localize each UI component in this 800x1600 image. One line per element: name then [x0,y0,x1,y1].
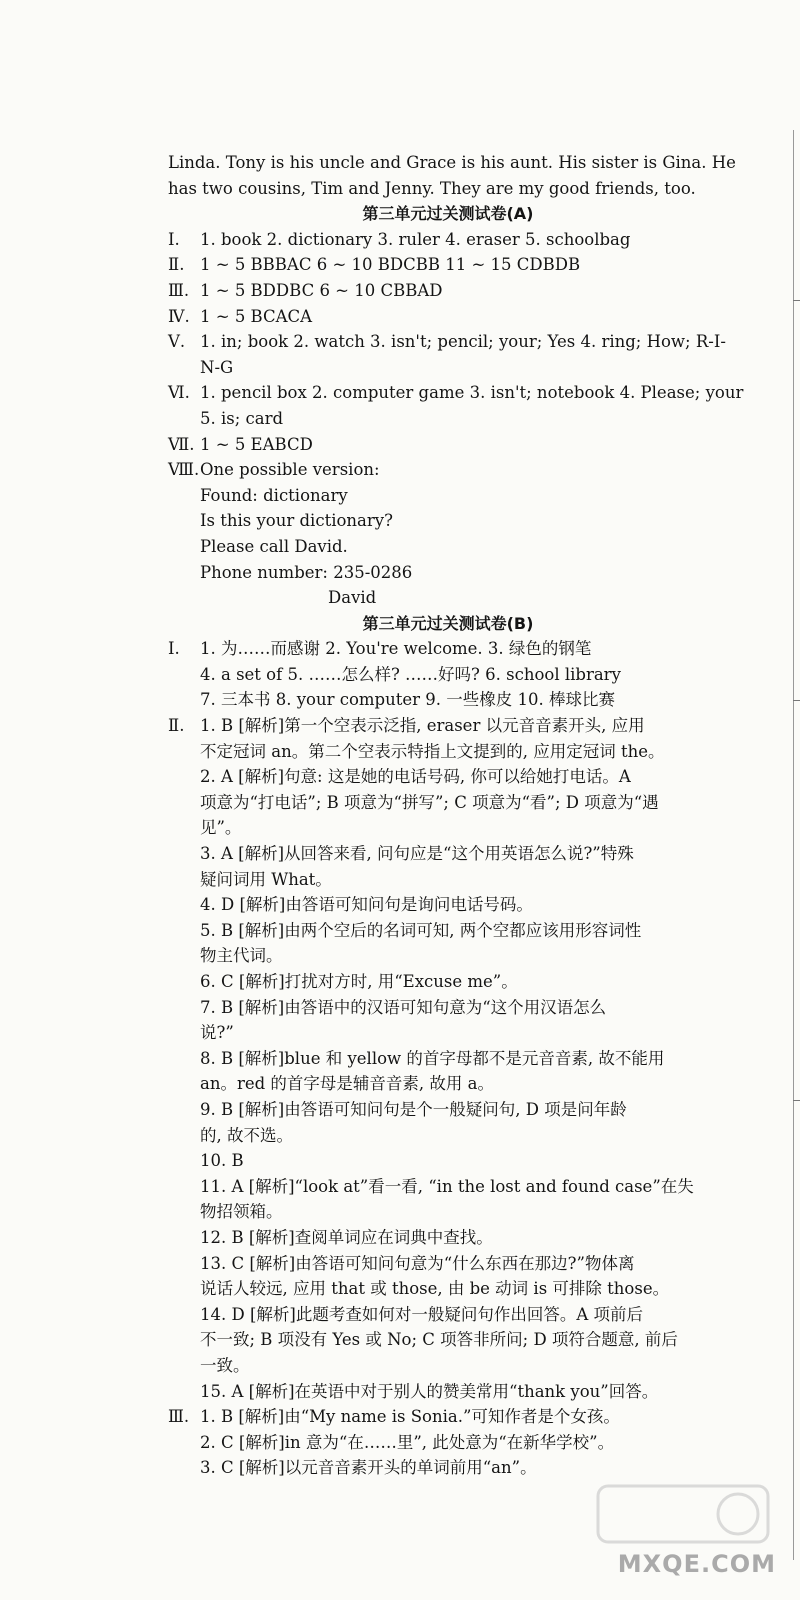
question-section [168,636,728,713]
answer-line: Phone number: 235-0286 [200,562,413,582]
margin-tick [793,700,800,701]
intro-line: Linda. Tony is his uncle and Grace is his aunt. His sister is Gina. He [168,153,736,172]
answer-line: 1. 为……而感谢 2. You're welcome. 3. 绿色的钢笔 [200,639,592,659]
answer-line: 1 ~ 5 BDDBC 6 ~ 10 CBBAD [200,280,443,300]
answer-line: 12. B [解析]查阅单词应在词典中查找。 [200,1227,493,1247]
section-answers [200,278,728,304]
answer-line: 5. is; card [200,408,284,428]
section-number: Ⅱ. [168,716,185,736]
section-number: Ⅳ. [168,306,190,326]
answer-line: 14. D [解析]此题考查如何对一般疑问句作出回答。A 项前后 [200,1304,643,1324]
section-title-b: 第三单元过关测试卷(B) [362,613,534,633]
answer-line: 9. B [解析]由答语可知问句是个一般疑问句, D 项是问年龄 [200,1099,627,1119]
section-number: Ⅲ. [168,280,190,300]
section-number: Ⅶ. [168,434,195,454]
answer-line: 6. C [解析]打扰对方时, 用“Excuse me”。 [200,972,518,991]
answer-line: 物招领箱。 [200,1202,283,1222]
section-answers [200,252,728,278]
section-answers [200,1404,728,1481]
answer-line: 说话人较远, 应用 that 或 those, 由 be 动词 is 可排除 those。 [200,1279,670,1299]
answer-line: 7. 三本书 8. your computer 9. 一些橡皮 10. 棒球比赛 [200,690,615,710]
answer-line: 1 ~ 5 BBBAC 6 ~ 10 BDCBB 11 ~ 15 CDBDB [200,255,581,275]
section-number: Ⅰ. [168,639,180,659]
answer-line: Please call David. [200,536,348,556]
answer-line: One possible version: [200,460,380,480]
answer-line: 2. C [解析]in 意为“在……里”, 此处意为“在新华学校”。 [200,1432,615,1452]
question-section [168,252,728,278]
answer-line: Found: dictionary [200,485,348,505]
question-section [168,713,728,1404]
answer-line: 3. A [解析]从回答来看, 问句应是“这个用英语怎么说?”特殊 [200,844,634,864]
answer-line: 的, 故不选。 [200,1125,293,1145]
intro-line: has two cousins, Tim and Jenny. They are my good friends, too. [168,178,696,198]
section-number: Ⅷ. [168,460,200,480]
right-margin-rule [793,130,794,1560]
question-section [168,380,744,431]
answer-line: 见”。 [200,818,242,838]
section-answers [200,304,728,330]
answer-line: 物主代词。 [200,946,283,966]
question-section [168,457,728,585]
section-answers [200,227,728,253]
section-answers [200,432,728,458]
section-number: Ⅴ. [168,332,186,352]
question-section [168,432,728,458]
answer-line: 4. a set of 5. ……怎么样? ……好吗? 6. school library [200,664,621,684]
answer-line: 8. B [解析]blue 和 yellow 的首字母都不是元音音素, 故不能用 [200,1048,665,1068]
section-number: Ⅵ. [168,383,190,403]
question-section [168,304,728,330]
margin-tick [793,300,800,301]
section-answers [200,380,743,431]
question-section [168,329,728,380]
answer-line: 1. B [解析]第一个空表示泛指, eraser 以元音音素开头, 应用 [200,716,645,736]
answer-line: 1. pencil box 2. computer game 3. isn't; notebook 4. Please; your [200,383,744,403]
answer-line: 疑问词用 What。 [200,869,332,889]
answer-line: 3. C [解析]以元音音素开头的单词前用“an”。 [200,1458,537,1478]
answer-line: 1. in; book 2. watch 3. isn't; pencil; your; Yes 4. ring; How; R-I- [200,332,726,352]
answer-line: 15. A [解析]在英语中对于别人的赞美常用“thank you”回答。 [200,1381,659,1401]
section-answers [200,713,728,1404]
answer-line: 不定冠词 an。第二个空表示特指上文提到的, 应用定冠词 the。 [200,741,665,761]
answer-line: 1. book 2. dictionary 3. ruler 4. eraser 5. schoolbag [200,229,631,249]
question-section [168,278,728,304]
answer-line: 不一致; B 项没有 Yes 或 No; C 项答非所问; D 项符合题意, 前后 [200,1330,678,1350]
answer-line: 11. A [解析]“look at”看一看, “in the lost and found case”在失 [200,1176,694,1196]
answer-line: 1 ~ 5 EABCD [200,434,313,454]
answer-line: 一致。 [200,1355,250,1375]
answer-line: N-G [200,357,234,377]
section-number: Ⅰ. [168,229,180,249]
answer-line: 10. B [200,1151,244,1171]
section-answers [200,636,728,713]
section-title-a: 第三单元过关测试卷(A) [362,204,534,224]
answer-line: 说?” [200,1023,234,1043]
section-number: Ⅱ. [168,255,185,275]
answer-line: 1 ~ 5 BCACA [200,306,313,326]
question-section [168,227,728,253]
signature: David [328,588,377,608]
watermark-text: MXQE.COM [617,1550,776,1578]
answer-line: 7. B [解析]由答语中的汉语可知句意为“这个用汉语怎么 [200,997,607,1017]
answer-line: 4. D [解析]由答语可知问句是询问电话号码。 [200,895,533,915]
answer-line: 2. A [解析]句意: 这是她的电话号码, 你可以给她打电话。A [200,767,631,787]
answer-line: 项意为“打电话”; B 项意为“拼写”; C 项意为“看”; D 项意为“遇 [200,792,659,812]
answer-key-page [168,150,744,1481]
answer-line: 1. B [解析]由“My name is Sonia.”可知作者是个女孩。 [200,1407,620,1427]
section-number: Ⅲ. [168,1407,190,1427]
margin-tick [793,1100,800,1101]
answer-line: 5. B [解析]由两个空后的名词可知, 两个空都应该用形容词性 [200,920,642,940]
answer-line: an。red 的首字母是辅音音素, 故用 a。 [200,1074,494,1094]
answer-line: Is this your dictionary? [200,511,393,531]
section-answers [200,457,728,585]
section-answers [200,329,728,380]
answer-line: 13. C [解析]由答语可知问句意为“什么东西在那边?”物体离 [200,1253,635,1273]
question-section [168,1404,728,1481]
